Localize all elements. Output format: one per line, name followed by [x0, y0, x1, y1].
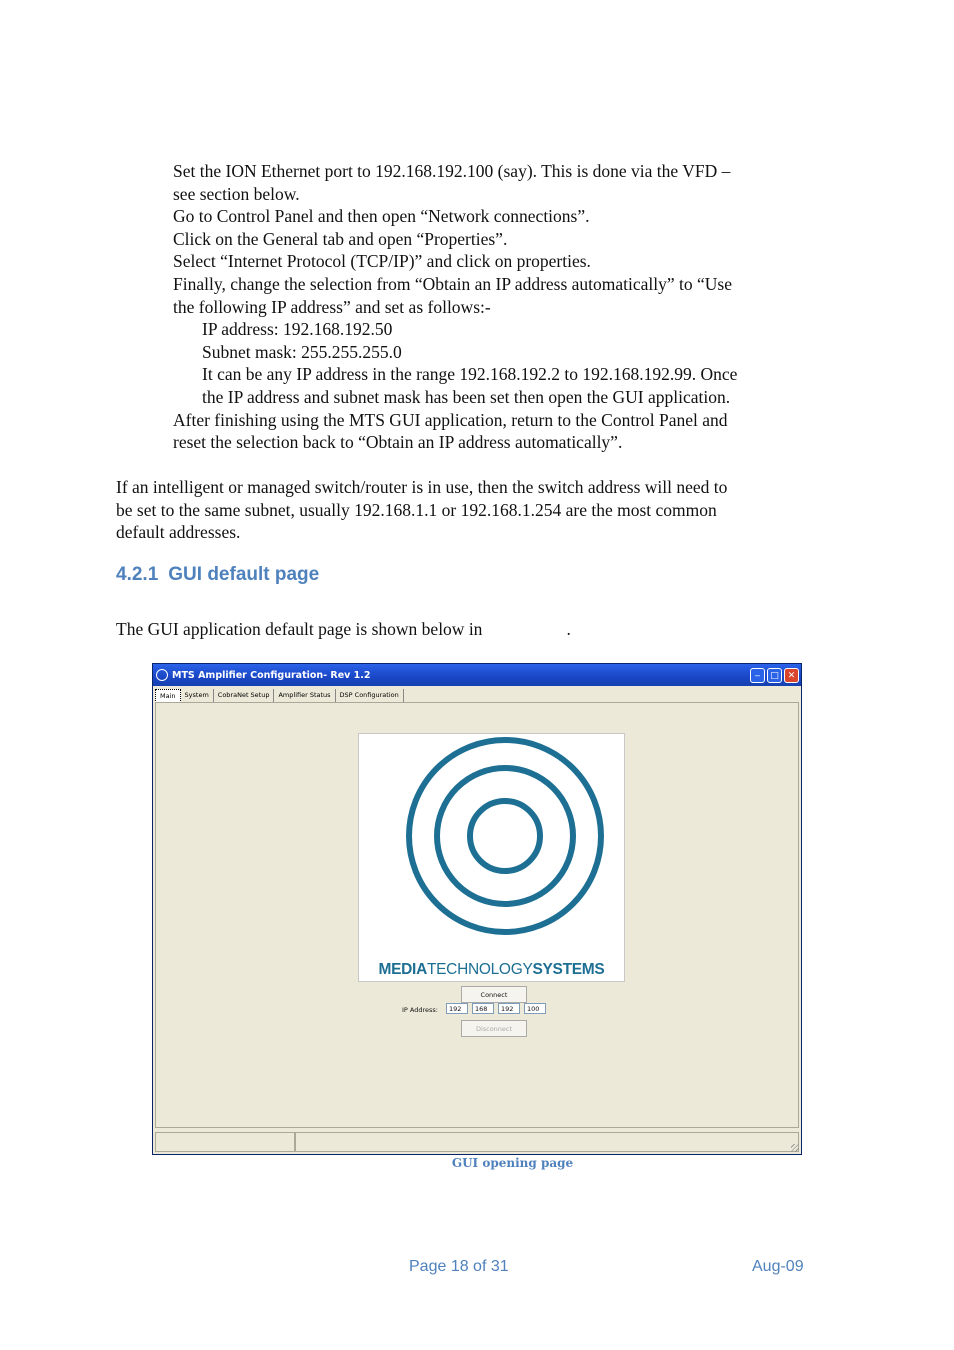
window-controls [750, 668, 801, 683]
setup-steps [173, 160, 843, 454]
ip-octet-2-input[interactable]: 168 [472, 1003, 494, 1014]
subnet-setting: Subnet mask: 255.255.255.0 [202, 341, 402, 362]
minimize-icon[interactable]: ‒ [750, 668, 765, 683]
disconnect-button[interactable]: Disconnect [461, 1020, 527, 1037]
main-tab-panel [155, 702, 799, 1128]
section-number: 4.2.1 [116, 564, 159, 585]
ip-octet-1-input[interactable]: 192 [446, 1003, 468, 1014]
window-title: MTS Amplifier Configuration- Rev 1.2 [172, 669, 371, 681]
tab-dsp-configuration[interactable]: DSP Configuration [336, 689, 404, 703]
app-icon [156, 669, 168, 681]
step-line: Click on the General tab and open “Properties”. [173, 228, 508, 249]
ip-octet-3-input[interactable]: 192 [498, 1003, 520, 1014]
status-bar [155, 1132, 799, 1152]
resize-grip-icon[interactable] [791, 1144, 799, 1152]
connect-button[interactable]: Connect [461, 986, 527, 1003]
footer-page-number: Page 18 of 31 [409, 1258, 509, 1275]
tab-strip [153, 686, 801, 703]
ip-setting: IP address: 192.168.192.50 [202, 319, 393, 340]
range-note: the IP address and subnet mask has been set then open the GUI application. [202, 386, 731, 407]
section-heading [116, 564, 319, 586]
step-line: Select “Internet Protocol (TCP/IP)” and click on properties. [173, 251, 591, 272]
paragraph-line: If an intelligent or managed switch/router is in use, then the switch address will need to [116, 477, 728, 497]
step-line: see section below. [173, 183, 300, 204]
paragraph-line: default addresses. [116, 522, 241, 543]
close-icon[interactable]: ✕ [784, 668, 799, 683]
step-line: Finally, change the selection from “Obtain an IP address automatically” to “Use [173, 273, 733, 294]
tab-system[interactable]: System [181, 689, 214, 703]
mts-logo [358, 733, 625, 982]
step-line: Set the ION Ethernet port to 192.168.192.100 (say). This is done via the VFD – [173, 161, 731, 181]
intro-paragraph [116, 618, 844, 641]
ip-octet-4-input[interactable]: 100 [524, 1003, 546, 1014]
range-note: It can be any IP address in the range 192.168.192.2 to 192.168.192.99. Once [202, 364, 738, 385]
gui-screenshot-window [152, 663, 802, 1155]
ip-address-label: IP Address: [402, 1006, 438, 1014]
paragraph-line: be set to the same subnet, usually 192.168.1.1 or 192.168.1.254 are the most common [116, 499, 717, 520]
switch-paragraph [116, 476, 844, 544]
section-title: GUI default page [168, 564, 320, 585]
tab-cobranet-setup[interactable]: CobraNet Setup [214, 689, 275, 703]
step-line: reset the selection back to “Obtain an IP address automatically”. [173, 432, 623, 453]
maximize-icon[interactable]: □ [767, 668, 782, 683]
tab-main[interactable]: Main [155, 689, 181, 703]
logo-wordmark: MEDIATECHNOLOGYSYSTEMS [378, 961, 605, 978]
intro-end: . [566, 619, 571, 639]
footer-date: Aug-09 [752, 1258, 804, 1275]
intro-text: The GUI application default page is shown below in [116, 619, 483, 639]
step-line: the following IP address” and set as follows:- [173, 296, 491, 317]
concentric-circles-logo-icon [359, 734, 624, 981]
step-line: Go to Control Panel and then open “Network connections”. [173, 206, 590, 227]
step-line: After finishing using the MTS GUI application, return to the Control Panel and [173, 409, 728, 430]
window-titlebar [153, 664, 801, 686]
status-pane [155, 1132, 295, 1152]
figure-caption: GUI opening page [451, 1156, 574, 1170]
tab-amplifier-status[interactable]: Amplifier Status [274, 689, 335, 703]
status-pane [295, 1132, 799, 1152]
